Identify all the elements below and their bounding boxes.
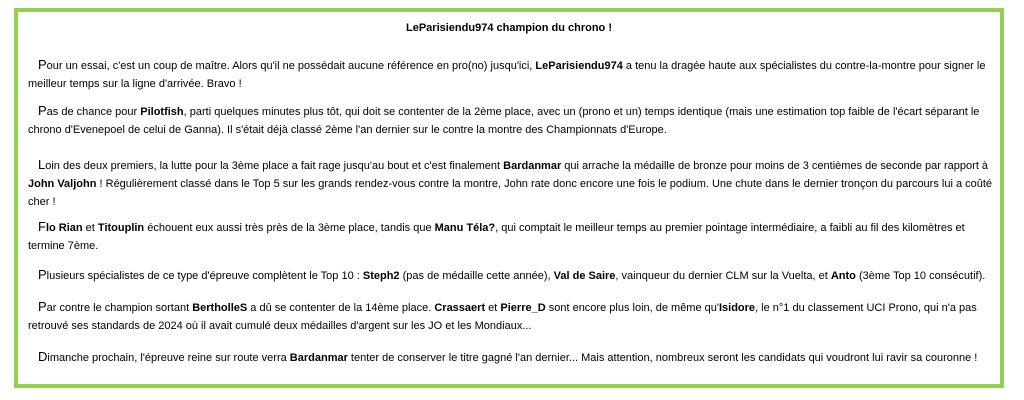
paragraph-4 — [28, 218, 996, 255]
player-name: Bardanmar — [289, 352, 348, 364]
paragraph-text: imanche prochain, l'épreuve reine sur route verra — [47, 352, 290, 364]
paragraph-text: our un essai, c'est un coup de maître. Alors qu'il ne possédait aucune référence en pro(no) jusqu'ici, — [46, 60, 536, 72]
paragraph-text: tenter de conserver le titre gagné l'an dernier... Mais attention, nombreux seront les candidats qui voudront lui ravir sa couronne ! — [347, 352, 978, 364]
paragraph-7 — [28, 348, 996, 367]
paragraph-text: , le n°1 du classement UCI Prono, qui n'a pas retrouvé ses standards de 2024 où il avait cumulé deux médailles d'argent sur les JO et les Mondiaux... — [28, 302, 977, 332]
player-name: Steph2 — [362, 270, 400, 282]
paragraph-text: a tenu la dragée haute aux spécialistes du contre-la-montre pour signer le meilleur temps sur la ligne d'arrivée. Bravo ! — [28, 60, 986, 90]
player-name: John Valjohn — [28, 178, 97, 190]
player-name: Pierre_D — [500, 302, 546, 314]
paragraph-text: ar contre le champion sortant — [46, 302, 193, 314]
paragraph-text: ! Régulièrement classé dans le Top 5 sur les grands rendez-vous contre la montre, John rate donc encore une fois le podium. Une chute dans le dernier tronçon du parcours lui a coûté cher ! — [28, 178, 993, 208]
paragraph-2 — [28, 102, 996, 139]
player-name: Bardanmar — [503, 160, 562, 172]
player-name: Titouplin — [97, 222, 145, 234]
paragraph-text: , vainqueur du dernier CLM sur la Vuelta, et — [615, 270, 831, 282]
paragraph-text: et — [485, 302, 501, 314]
player-name: BertholleS — [192, 302, 248, 314]
player-name: Pilotfish — [140, 106, 184, 118]
player-name: Val de Saire — [553, 270, 616, 282]
paragraph-1 — [28, 56, 996, 93]
article-frame — [14, 8, 1004, 388]
drop-cap: F — [38, 219, 46, 234]
player-name: Isidore — [718, 302, 756, 314]
paragraph-text: (pas de médaille cette année), — [399, 270, 554, 282]
article-title: LeParisiendu974 champion du chrono ! — [406, 22, 612, 34]
paragraph-text: as de chance pour — [46, 106, 141, 118]
player-name: Manu Téla? — [434, 222, 496, 234]
drop-cap: P — [38, 57, 47, 72]
paragraph-text: lusieurs spécialistes de ce type d'épreuve complètent le Top 10 : — [46, 270, 363, 282]
paragraph-text: qui arrache la médaille de bronze pour moins de 3 centièmes de seconde par rapport à — [561, 160, 989, 172]
paragraph-text: échouent eux aussi très près de la 3ème place, tandis que — [144, 222, 435, 234]
paragraph-text: a dû se contenter de la 14ème place. — [247, 302, 435, 314]
paragraph-text: et — [82, 222, 98, 234]
paragraph-text: oin des deux premiers, la lutte pour la 3ème place a fait rage jusqu'au bout et c'est finalement — [45, 160, 504, 172]
drop-cap: D — [38, 349, 48, 364]
paragraph-6 — [28, 298, 996, 335]
paragraph-text: , parti quelques minutes plus tôt, qui doit se contenter de la 2ème place, avec un (prono et un) temps identique (mais une estimation top faible de l'écart séparant le chrono d'Evenepoel de celui de Ganna). Il s'était déjà classé 2ème l'an dernier sur le contre la montre des Championnats d'Europe. — [28, 106, 980, 136]
drop-cap: P — [38, 299, 47, 314]
drop-cap: P — [38, 267, 47, 282]
paragraph-text: , qui comptait le meilleur temps au premier pointage intermédiaire, a faibli au fil des kilomètres et termine 7ème. — [28, 222, 965, 252]
paragraph-text: (3ème Top 10 consécutif). — [855, 270, 986, 282]
paragraph-3 — [28, 156, 996, 211]
paragraph-text: sont encore plus loin, de même qu' — [545, 302, 719, 314]
player-name: Anto — [830, 270, 856, 282]
player-name: lo Rian — [45, 222, 83, 234]
drop-cap: L — [38, 157, 46, 172]
player-name: LeParisiendu974 — [535, 60, 623, 72]
paragraph-5 — [28, 266, 996, 285]
drop-cap: P — [38, 103, 47, 118]
player-name: Crassaert — [434, 302, 486, 314]
